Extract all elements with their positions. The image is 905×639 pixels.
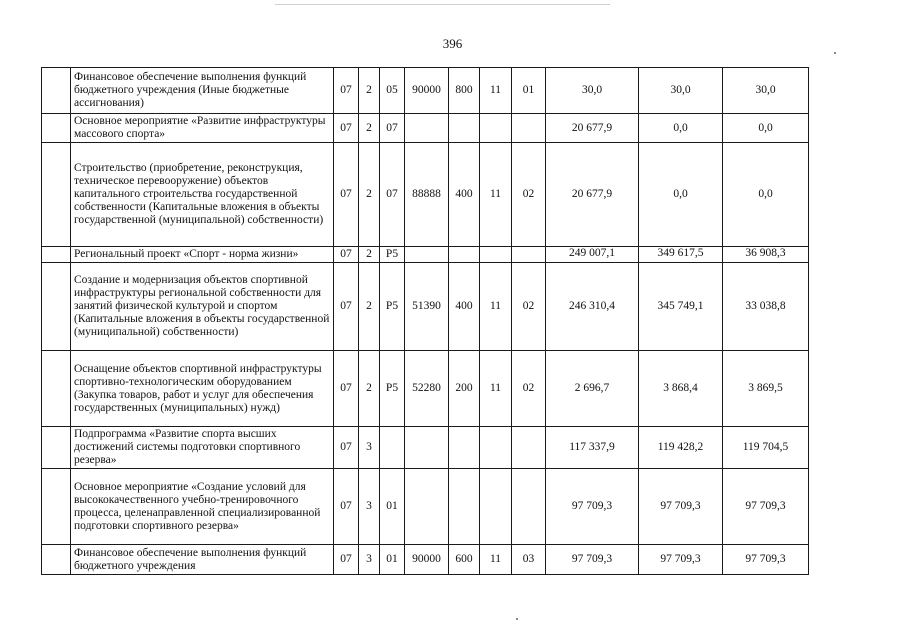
code-section: 07 bbox=[334, 427, 359, 469]
code-subprogram: 3 bbox=[359, 427, 380, 469]
budget-table bbox=[41, 67, 809, 575]
code-subprogram: 2 bbox=[359, 351, 380, 427]
amount-year-3: 0,0 bbox=[723, 114, 809, 143]
code-expense-type bbox=[449, 427, 480, 469]
page-number: 396 bbox=[442, 36, 463, 51]
amount-year-2: 0,0 bbox=[639, 114, 723, 143]
blank-cell bbox=[42, 68, 71, 114]
blank-cell bbox=[42, 545, 71, 575]
table-row bbox=[42, 351, 809, 427]
blank-cell bbox=[42, 427, 71, 469]
code-expense-type: 400 bbox=[449, 143, 480, 247]
code-event: 07 bbox=[380, 114, 405, 143]
amount-year-1: 249 007,1 bbox=[546, 247, 639, 263]
code-chapter: 11 bbox=[480, 545, 512, 575]
code-expense-type: 800 bbox=[449, 68, 480, 114]
code-expense-type: 600 bbox=[449, 545, 480, 575]
code-subchapter: 02 bbox=[512, 143, 546, 247]
table-row bbox=[42, 545, 809, 575]
code-expense-type: 200 bbox=[449, 351, 480, 427]
amount-year-2: 3 868,4 bbox=[639, 351, 723, 427]
amount-year-1: 117 337,9 bbox=[546, 427, 639, 469]
amount-year-1: 2 696,7 bbox=[546, 351, 639, 427]
blank-cell bbox=[42, 351, 71, 427]
code-chapter bbox=[480, 427, 512, 469]
code-subchapter: 03 bbox=[512, 545, 546, 575]
code-chapter: 11 bbox=[480, 263, 512, 351]
row-name: Финансовое обеспечение выполнения функций бюджетного учреждения bbox=[71, 545, 334, 575]
amount-year-1: 246 310,4 bbox=[546, 263, 639, 351]
blank-cell bbox=[42, 247, 71, 263]
blank-cell bbox=[42, 114, 71, 143]
code-chapter: 11 bbox=[480, 351, 512, 427]
code-subchapter bbox=[512, 427, 546, 469]
amount-year-2: 97 709,3 bbox=[639, 469, 723, 545]
row-name: Региональный проект «Спорт - норма жизни» bbox=[71, 247, 334, 263]
code-chapter: 11 bbox=[480, 143, 512, 247]
amount-year-1: 20 677,9 bbox=[546, 114, 639, 143]
code-subchapter: 01 bbox=[512, 68, 546, 114]
code-subprogram: 3 bbox=[359, 545, 380, 575]
row-name: Подпрограмма «Развитие спорта высших достижений системы подготовки спортивного резерва» bbox=[71, 427, 334, 469]
code-section: 07 bbox=[334, 68, 359, 114]
code-direction: 90000 bbox=[405, 545, 449, 575]
code-subprogram: 2 bbox=[359, 114, 380, 143]
amount-year-3: 3 869,5 bbox=[723, 351, 809, 427]
code-direction bbox=[405, 247, 449, 263]
amount-year-2: 97 709,3 bbox=[639, 545, 723, 575]
code-section: 07 bbox=[334, 247, 359, 263]
code-chapter bbox=[480, 469, 512, 545]
row-name: Основное мероприятие «Создание условий для высококачественного учебно-тренировочного процесса, целенаправленной специализированной подготовки спортивного резерва» bbox=[71, 469, 334, 545]
code-direction: 52280 bbox=[405, 351, 449, 427]
table-row bbox=[42, 143, 809, 247]
code-subprogram: 2 bbox=[359, 247, 380, 263]
code-event: 01 bbox=[380, 469, 405, 545]
code-expense-type: 400 bbox=[449, 263, 480, 351]
blank-cell bbox=[42, 469, 71, 545]
code-direction bbox=[405, 427, 449, 469]
code-chapter bbox=[480, 114, 512, 143]
amount-year-3: 97 709,3 bbox=[723, 469, 809, 545]
code-subchapter: 02 bbox=[512, 351, 546, 427]
code-section: 07 bbox=[334, 545, 359, 575]
amount-year-1: 97 709,3 bbox=[546, 469, 639, 545]
amount-year-1: 20 677,9 bbox=[546, 143, 639, 247]
scan-top-rule bbox=[275, 4, 610, 5]
code-section: 07 bbox=[334, 114, 359, 143]
amount-year-3: 97 709,3 bbox=[723, 545, 809, 575]
amount-year-1: 97 709,3 bbox=[546, 545, 639, 575]
amount-year-3: 30,0 bbox=[723, 68, 809, 114]
code-event bbox=[380, 427, 405, 469]
amount-year-3: 0,0 bbox=[723, 143, 809, 247]
code-expense-type bbox=[449, 247, 480, 263]
blank-cell bbox=[42, 263, 71, 351]
amount-year-3: 36 908,3 bbox=[723, 247, 809, 263]
scan-speck bbox=[516, 618, 518, 620]
code-chapter bbox=[480, 247, 512, 263]
code-chapter: 11 bbox=[480, 68, 512, 114]
code-expense-type bbox=[449, 469, 480, 545]
code-event: P5 bbox=[380, 351, 405, 427]
scan-speck bbox=[834, 52, 836, 54]
code-section: 07 bbox=[334, 263, 359, 351]
row-name: Строительство (приобретение, реконструкция, техническое перевооружение) объектов капитального строительства государственной собственности (Капитальные вложения в объекты государственной (муниципальной) собственности) bbox=[71, 143, 334, 247]
code-subprogram: 2 bbox=[359, 68, 380, 114]
code-direction bbox=[405, 114, 449, 143]
code-event: 05 bbox=[380, 68, 405, 114]
code-event: P5 bbox=[380, 263, 405, 351]
code-section: 07 bbox=[334, 143, 359, 247]
code-subchapter bbox=[512, 469, 546, 545]
code-event: P5 bbox=[380, 247, 405, 263]
code-direction: 90000 bbox=[405, 68, 449, 114]
code-direction: 51390 bbox=[405, 263, 449, 351]
code-section: 07 bbox=[334, 469, 359, 545]
amount-year-3: 119 704,5 bbox=[723, 427, 809, 469]
code-event: 07 bbox=[380, 143, 405, 247]
amount-year-2: 0,0 bbox=[639, 143, 723, 247]
amount-year-2: 349 617,5 bbox=[639, 247, 723, 263]
table-row bbox=[42, 247, 809, 263]
table-row bbox=[42, 469, 809, 545]
row-name: Оснащение объектов спортивной инфраструктуры спортивно-технологическим оборудованием (Закупка товаров, работ и услуг для обеспечения государственных (муниципальных) нужд) bbox=[71, 351, 334, 427]
row-name: Финансовое обеспечение выполнения функций бюджетного учреждения (Иные бюджетные ассигнования) bbox=[71, 68, 334, 114]
amount-year-2: 30,0 bbox=[639, 68, 723, 114]
amount-year-1: 30,0 bbox=[546, 68, 639, 114]
amount-year-2: 119 428,2 bbox=[639, 427, 723, 469]
row-name: Создание и модернизация объектов спортивной инфраструктуры региональной собственности для занятий физической культурой и спортом (Капитальные вложения в объекты государственной (муниципальной) собственности) bbox=[71, 263, 334, 351]
code-expense-type bbox=[449, 114, 480, 143]
amount-year-3: 33 038,8 bbox=[723, 263, 809, 351]
code-direction bbox=[405, 469, 449, 545]
blank-cell bbox=[42, 143, 71, 247]
code-direction: 88888 bbox=[405, 143, 449, 247]
table-row bbox=[42, 68, 809, 114]
code-subprogram: 2 bbox=[359, 143, 380, 247]
row-name: Основное мероприятие «Развитие инфраструктуры массового спорта» bbox=[71, 114, 334, 143]
amount-year-2: 345 749,1 bbox=[639, 263, 723, 351]
code-subchapter: 02 bbox=[512, 263, 546, 351]
table-row bbox=[42, 114, 809, 143]
code-subprogram: 2 bbox=[359, 263, 380, 351]
code-subprogram: 3 bbox=[359, 469, 380, 545]
code-subchapter bbox=[512, 247, 546, 263]
code-subchapter bbox=[512, 114, 546, 143]
code-section: 07 bbox=[334, 351, 359, 427]
code-event: 01 bbox=[380, 545, 405, 575]
table-row bbox=[42, 263, 809, 351]
table-row bbox=[42, 427, 809, 469]
